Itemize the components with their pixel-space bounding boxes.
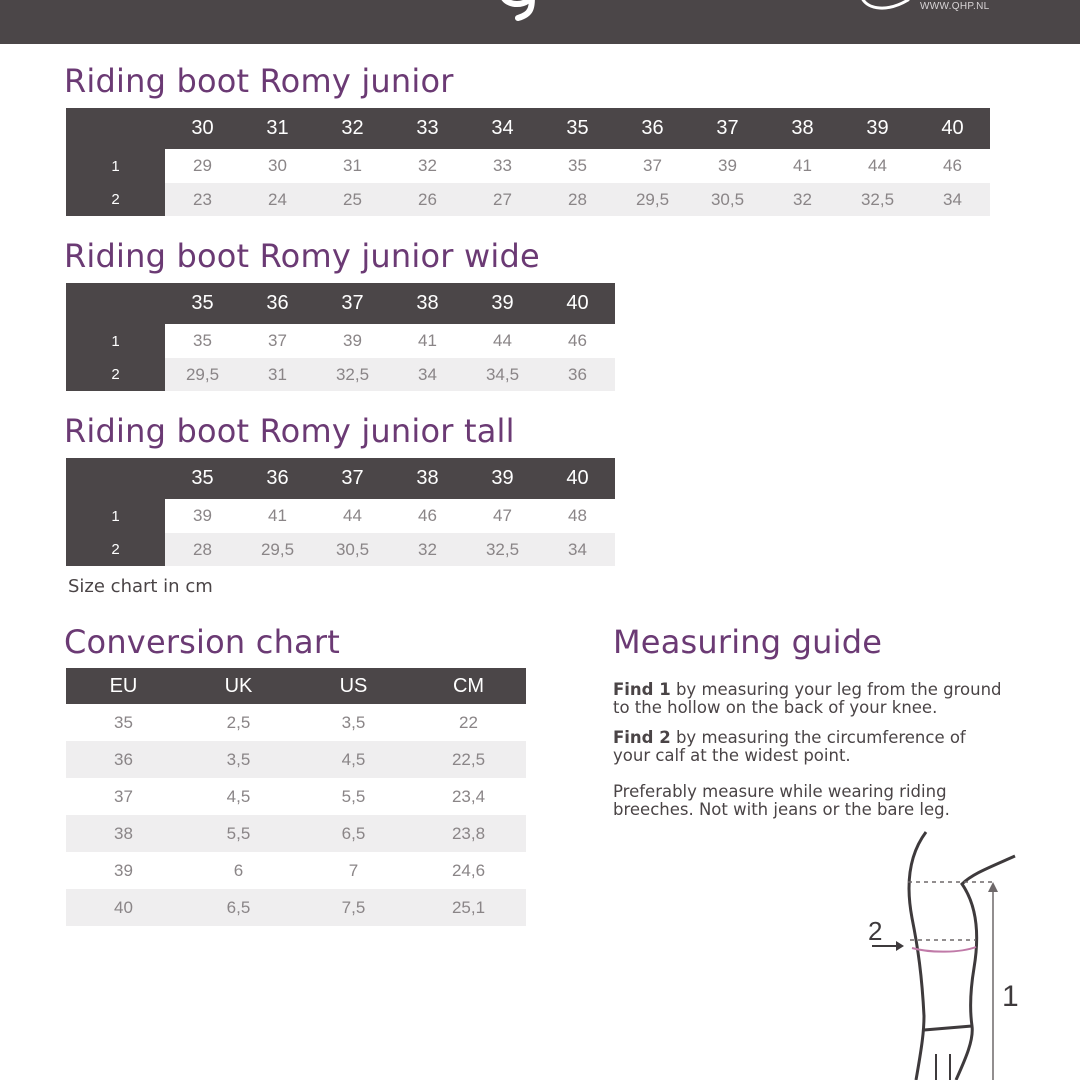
value-cell: 31 <box>240 358 315 391</box>
value-cell: 30,5 <box>690 183 765 216</box>
value-cell: 41 <box>240 499 315 533</box>
table-row <box>66 815 526 852</box>
table-row <box>66 852 526 889</box>
value-cell: 32 <box>390 149 465 183</box>
size-cell: 39 <box>465 283 540 324</box>
diagram-label-1: 1 <box>1002 980 1019 1013</box>
value-cell: 23,4 <box>451 786 486 806</box>
value-cell: 5,5 <box>181 815 296 852</box>
value-cell: 34,5 <box>465 358 540 391</box>
value-cell: 6,5 <box>181 889 296 926</box>
find-2-label: Find 2 <box>613 728 671 747</box>
measuring-guide-title: Measuring guide <box>613 623 883 661</box>
value-cell: 25 <box>315 183 390 216</box>
value-cell: 32,5 <box>840 183 915 216</box>
value-cell: 22 <box>459 712 478 732</box>
size-cell: 40 <box>915 108 990 149</box>
value-cell: 31 <box>315 149 390 183</box>
value-cell: 29,5 <box>165 358 240 391</box>
value-cell: 25,1 <box>411 889 526 926</box>
section-title-romy-junior-tall: Riding boot Romy junior tall <box>64 412 515 450</box>
corner-cell <box>66 283 165 324</box>
row-label: 2 <box>66 183 165 216</box>
table-row <box>66 499 615 533</box>
header-bar <box>0 0 1080 44</box>
value-cell: 34 <box>915 183 990 216</box>
size-cell: 38 <box>390 283 465 324</box>
value-cell: 37 <box>114 786 133 806</box>
value-cell: 41 <box>765 149 840 183</box>
value-cell: 44 <box>465 324 540 358</box>
size-cell: 37 <box>690 108 765 149</box>
value-cell: 33 <box>465 149 540 183</box>
find-1-text-2: to the hollow on the back of your knee. <box>613 698 938 717</box>
brand-mark-icon <box>858 0 918 16</box>
value-cell: 35 <box>114 712 133 732</box>
size-header-row <box>66 283 615 324</box>
value-cell: 41 <box>390 324 465 358</box>
value-cell: 29 <box>165 149 240 183</box>
value-cell: 29,5 <box>615 183 690 216</box>
value-cell: 23,8 <box>411 815 526 852</box>
table-row <box>66 183 990 216</box>
size-cell: 32 <box>315 108 390 149</box>
row-label: 1 <box>66 149 165 183</box>
logo-icon <box>494 0 540 24</box>
size-cell: 35 <box>540 108 615 149</box>
size-cell: 38 <box>765 108 840 149</box>
value-cell: 39 <box>690 149 765 183</box>
section-title-romy-junior: Riding boot Romy junior <box>64 62 454 100</box>
value-cell: 4,5 <box>296 741 411 778</box>
guide-preference <box>613 783 1053 819</box>
size-cell: 39 <box>465 458 540 499</box>
value-cell: 40 <box>66 889 181 926</box>
value-cell: 24 <box>240 183 315 216</box>
website-url: WWW.QHP.NL <box>920 1 990 12</box>
diagram-label-2: 2 <box>868 916 883 946</box>
value-cell: 24,6 <box>451 860 486 880</box>
value-cell: 47 <box>465 499 540 533</box>
size-cell: 33 <box>390 108 465 149</box>
value-cell: 38 <box>66 815 181 852</box>
size-table-romy-junior-tall <box>66 458 615 566</box>
header-eu: EU <box>66 668 181 704</box>
value-cell: 28 <box>165 533 240 566</box>
header-cm: CM <box>411 668 526 704</box>
value-cell: 7 <box>348 860 359 880</box>
value-cell: 32 <box>765 183 840 216</box>
table-row <box>66 358 615 391</box>
value-cell: 32,5 <box>315 358 390 391</box>
value-cell: 37 <box>615 149 690 183</box>
preference-text-2: breeches. Not with jeans or the bare leg. <box>613 800 950 819</box>
size-chart-note: Size chart in cm <box>68 576 213 597</box>
value-cell: 29,5 <box>240 533 315 566</box>
table-row <box>66 149 990 183</box>
value-cell: 27 <box>465 183 540 216</box>
size-cell: 35 <box>165 458 240 499</box>
find-2-text: by measuring the circumference of <box>670 728 966 747</box>
section-title-romy-junior-wide: Riding boot Romy junior wide <box>64 237 540 275</box>
guide-find-1 <box>613 681 1053 717</box>
size-cell: 30 <box>165 108 240 149</box>
size-cell: 40 <box>540 458 615 499</box>
size-cell: 34 <box>465 108 540 149</box>
value-cell: 46 <box>915 149 990 183</box>
find-1-text: by measuring your leg from the ground <box>670 680 1002 699</box>
size-header-row <box>66 458 615 499</box>
size-table-romy-junior-wide <box>66 283 615 391</box>
find-2-text-2: your calf at the widest point. <box>613 746 851 765</box>
row-label: 2 <box>66 533 165 566</box>
value-cell: 4,5 <box>226 786 251 806</box>
header-us: US <box>296 668 411 704</box>
value-cell: 44 <box>840 149 915 183</box>
value-cell: 30 <box>240 149 315 183</box>
guide-find-2 <box>613 729 1053 765</box>
row-label: 2 <box>66 358 165 391</box>
size-cell: 36 <box>240 458 315 499</box>
value-cell: 7,5 <box>296 889 411 926</box>
conversion-table <box>66 668 526 926</box>
value-cell: 37 <box>240 324 315 358</box>
value-cell: 28 <box>540 183 615 216</box>
find-1-label: Find 1 <box>613 680 671 699</box>
header-uk: UK <box>181 668 296 704</box>
value-cell: 34 <box>390 358 465 391</box>
value-cell: 5,5 <box>341 786 366 806</box>
size-cell: 36 <box>240 283 315 324</box>
value-cell: 36 <box>66 741 181 778</box>
table-row <box>66 741 526 778</box>
value-cell: 30,5 <box>315 533 390 566</box>
value-cell: 35 <box>165 324 240 358</box>
leg-measurement-diagram <box>860 826 1060 1080</box>
size-table-romy-junior <box>66 108 990 216</box>
preference-text-1: Preferably measure while wearing riding <box>613 782 947 801</box>
value-cell: 32 <box>390 533 465 566</box>
value-cell: 3,5 <box>341 712 366 732</box>
table-row <box>66 778 526 815</box>
value-cell: 48 <box>540 499 615 533</box>
table-row <box>66 324 615 358</box>
conversion-chart-title: Conversion chart <box>64 623 340 661</box>
value-cell: 39 <box>315 324 390 358</box>
value-cell: 46 <box>390 499 465 533</box>
value-cell: 32,5 <box>465 533 540 566</box>
value-cell: 35 <box>540 149 615 183</box>
table-row <box>66 889 526 926</box>
size-cell: 39 <box>840 108 915 149</box>
size-cell: 35 <box>165 283 240 324</box>
value-cell: 36 <box>540 358 615 391</box>
size-cell: 36 <box>615 108 690 149</box>
corner-cell <box>66 458 165 499</box>
table-row <box>66 704 526 741</box>
size-cell: 37 <box>315 283 390 324</box>
value-cell: 46 <box>540 324 615 358</box>
size-cell: 38 <box>390 458 465 499</box>
conversion-header-row <box>66 668 526 704</box>
value-cell: 44 <box>315 499 390 533</box>
value-cell: 6 <box>233 860 244 880</box>
value-cell: 3,5 <box>181 741 296 778</box>
size-cell: 31 <box>240 108 315 149</box>
value-cell: 6,5 <box>296 815 411 852</box>
value-cell: 34 <box>540 533 615 566</box>
size-header-row <box>66 108 990 149</box>
value-cell: 39 <box>165 499 240 533</box>
table-row <box>66 533 615 566</box>
size-cell: 40 <box>540 283 615 324</box>
value-cell: 2,5 <box>226 712 251 732</box>
row-label: 1 <box>66 324 165 358</box>
value-cell: 23 <box>165 183 240 216</box>
row-label: 1 <box>66 499 165 533</box>
corner-cell <box>66 108 165 149</box>
size-cell: 37 <box>315 458 390 499</box>
value-cell: 22,5 <box>411 741 526 778</box>
value-cell: 26 <box>390 183 465 216</box>
value-cell: 39 <box>114 860 133 880</box>
